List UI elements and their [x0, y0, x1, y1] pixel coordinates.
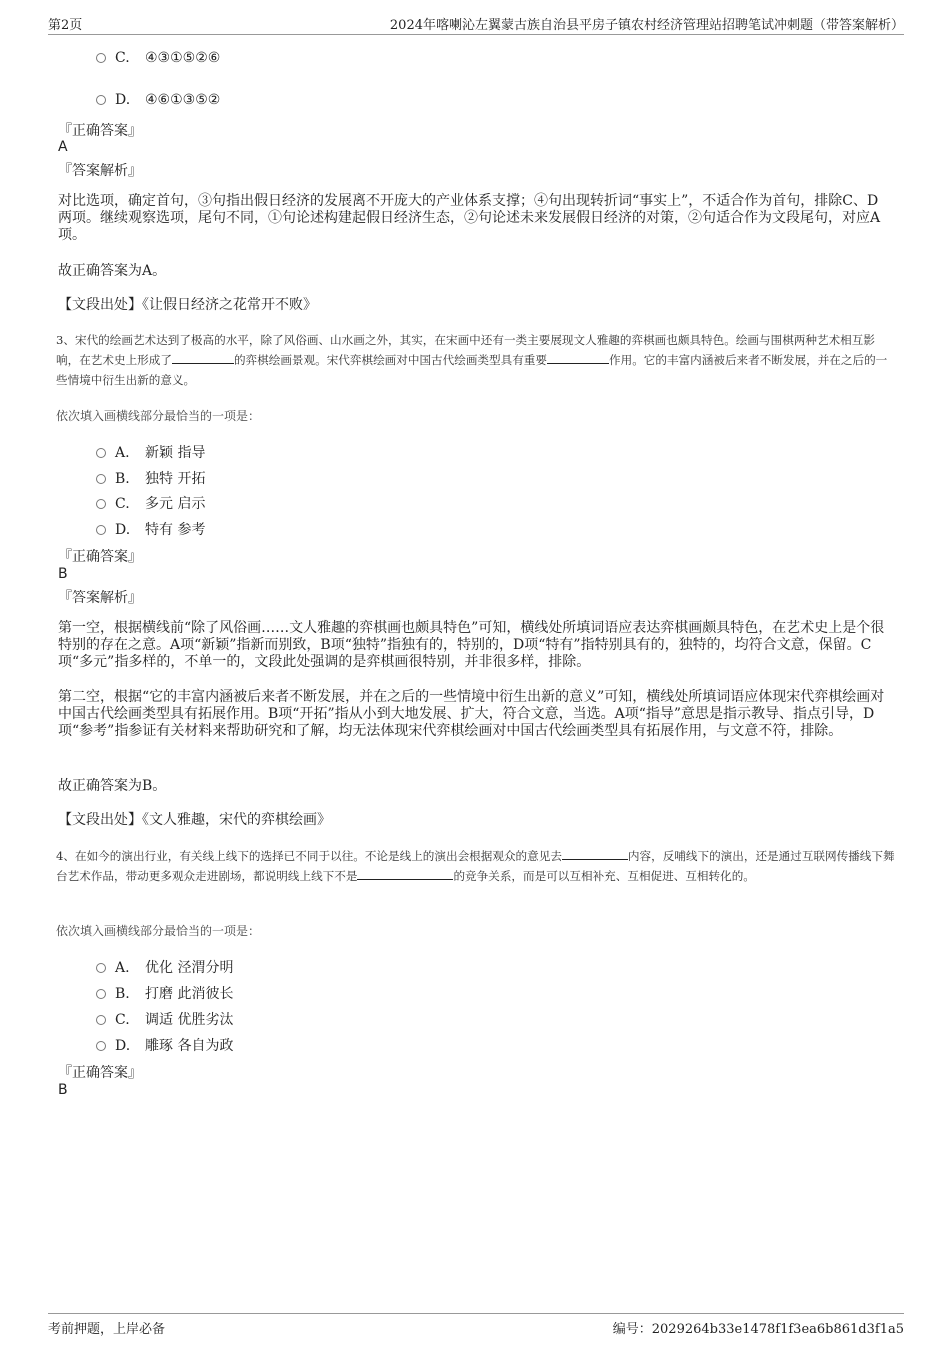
page-header — [48, 14, 904, 35]
q4-option-d[interactable]: D. 雕琢 各自为政 — [96, 1035, 233, 1055]
radio-icon[interactable] — [96, 1015, 106, 1025]
q4-option-b[interactable]: B. 打磨 此消彼长 — [96, 983, 233, 1003]
q2-analysis-p2: 故正确答案为A。 — [58, 263, 167, 279]
q2-answer: A — [58, 139, 68, 155]
q3-option-d[interactable]: D. 特有 参考 — [96, 519, 205, 539]
q2-option-c[interactable]: C. ④③①⑤②⑥ — [96, 50, 220, 70]
q3-analysis-label: 『答案解析』 — [58, 590, 142, 606]
blank — [562, 847, 628, 860]
q3-analysis-p2: 第二空，根据“它的丰富内涵被后来者不断发展，并在之后的一些情境中衍生出新的意义”可知，横线处所填词语应体现宋代弈棋绘画对中国古代绘画类型具有拓展作用。B项“开拓”指从小到大地发展、扩大，符合文意，当选。A项“指导”意思是指示教导、指点引导，D项“参考”指参证有关材料来帮助研究和了解，均无法体现宋代弈棋绘画对中国古代绘画类型具有拓展作用，与文意不符，排除。 — [58, 689, 885, 739]
radio-icon[interactable] — [96, 989, 106, 999]
q4-stem: 4、在如今的演出行业，有关线上线下的选择已不同于以往。不论是线上的演出会根据观众的意见去 内容，反哺线下的演出，还是通过互联网传播线下舞台艺术作品，带动更多观众走进剧场，都说明线上线下不是 的竞争关系，而是可以互相补充、互相促进、互相转化的。 — [56, 849, 895, 883]
q2-analysis-p1: 对比选项，确定首句，③句指出假日经济的发展离不开庞大的产业体系支撑；④句出现转折词“事实上”，不适合作为首句，排除C、D两项。继续观察选项，尾句不同，①句论述构建起假日经济生态，②句论述未来发展假日经济的对策，②句适合作为文段尾句，对应A项。 — [58, 193, 881, 243]
q3-source: 【文段出处】《文人雅趣，宋代的弈棋绘画》 — [58, 812, 331, 828]
radio-icon[interactable] — [96, 525, 106, 535]
q2-option-d[interactable]: D. ④⑥①③⑤② — [96, 92, 220, 112]
q4-prompt: 依次填入画横线部分最恰当的一项是： — [56, 924, 261, 938]
radio-icon[interactable] — [96, 1041, 106, 1051]
blank — [172, 351, 234, 364]
blank — [357, 867, 453, 880]
q2-analysis-label: 『答案解析』 — [58, 163, 142, 179]
radio-icon[interactable] — [96, 448, 106, 458]
radio-icon[interactable] — [96, 95, 106, 105]
q2-answer-label: 『正确答案』 — [58, 123, 142, 139]
document-id: 编号：2029264b33e1478f1f3ea6b861d3f1a5 — [612, 1322, 904, 1337]
q4-option-c[interactable]: C. 调适 优胜劣汰 — [96, 1009, 233, 1029]
q4-option-a[interactable]: A. 优化 泾渭分明 — [96, 957, 233, 977]
q3-option-b[interactable]: B. 独特 开拓 — [96, 468, 205, 488]
q3-option-a[interactable]: A. 新颖 指导 — [96, 442, 205, 462]
page-number: 第2页 — [48, 18, 83, 33]
q4-answer: B — [58, 1082, 68, 1098]
radio-icon[interactable] — [96, 963, 106, 973]
q3-stem: 3、宋代的绘画艺术达到了极高的水平，除了风俗画、山水画之外，其实，在宋画中还有一类主要展现文人雅趣的弈棋画也颇具特色。绘画与围棋两种艺术相互影响，在艺术史上形成了 的弈棋绘画景观。宋代弈棋绘画对中国古代绘画类型具有重要 作用。它的丰富内涵被后来者不断发展，并在之后的一些情境中衍生出新的意义。 — [56, 333, 888, 387]
document-title: 2024年喀喇沁左翼蒙古族自治县平房子镇农村经济管理站招聘笔试冲刺题（带答案解析） — [389, 18, 904, 33]
radio-icon[interactable] — [96, 499, 106, 509]
q3-answer: B — [58, 566, 68, 582]
q3-analysis-p1: 第一空，根据横线前“除了风俗画……文人雅趣的弈棋画也颇具特色”可知，横线处所填词语应表达弈棋画颇具特色，在艺术史上是个很特别的存在之意。A项“新颖”指新而别致，B项“独特”指独有的，特别的，D项“特有”指特别具有的，独特的，均符合文意，保留。C项“多元”指多样的，不单一的，文段此处强调的是弈棋画很特别，并非很多样，排除。 — [58, 620, 885, 670]
q4-answer-label: 『正确答案』 — [58, 1065, 142, 1081]
page-footer — [48, 1313, 904, 1338]
q3-prompt: 依次填入画横线部分最恰当的一项是： — [56, 409, 261, 423]
radio-icon[interactable] — [96, 53, 106, 63]
blank — [547, 351, 609, 364]
footer-slogan: 考前押题，上岸必备 — [48, 1322, 166, 1337]
q3-answer-label: 『正确答案』 — [58, 549, 142, 565]
q2-source: 【文段出处】《让假日经济之花常开不败》 — [58, 297, 317, 313]
q3-analysis-p3: 故正确答案为B。 — [58, 778, 167, 794]
radio-icon[interactable] — [96, 474, 106, 484]
q3-option-c[interactable]: C. 多元 启示 — [96, 493, 205, 513]
